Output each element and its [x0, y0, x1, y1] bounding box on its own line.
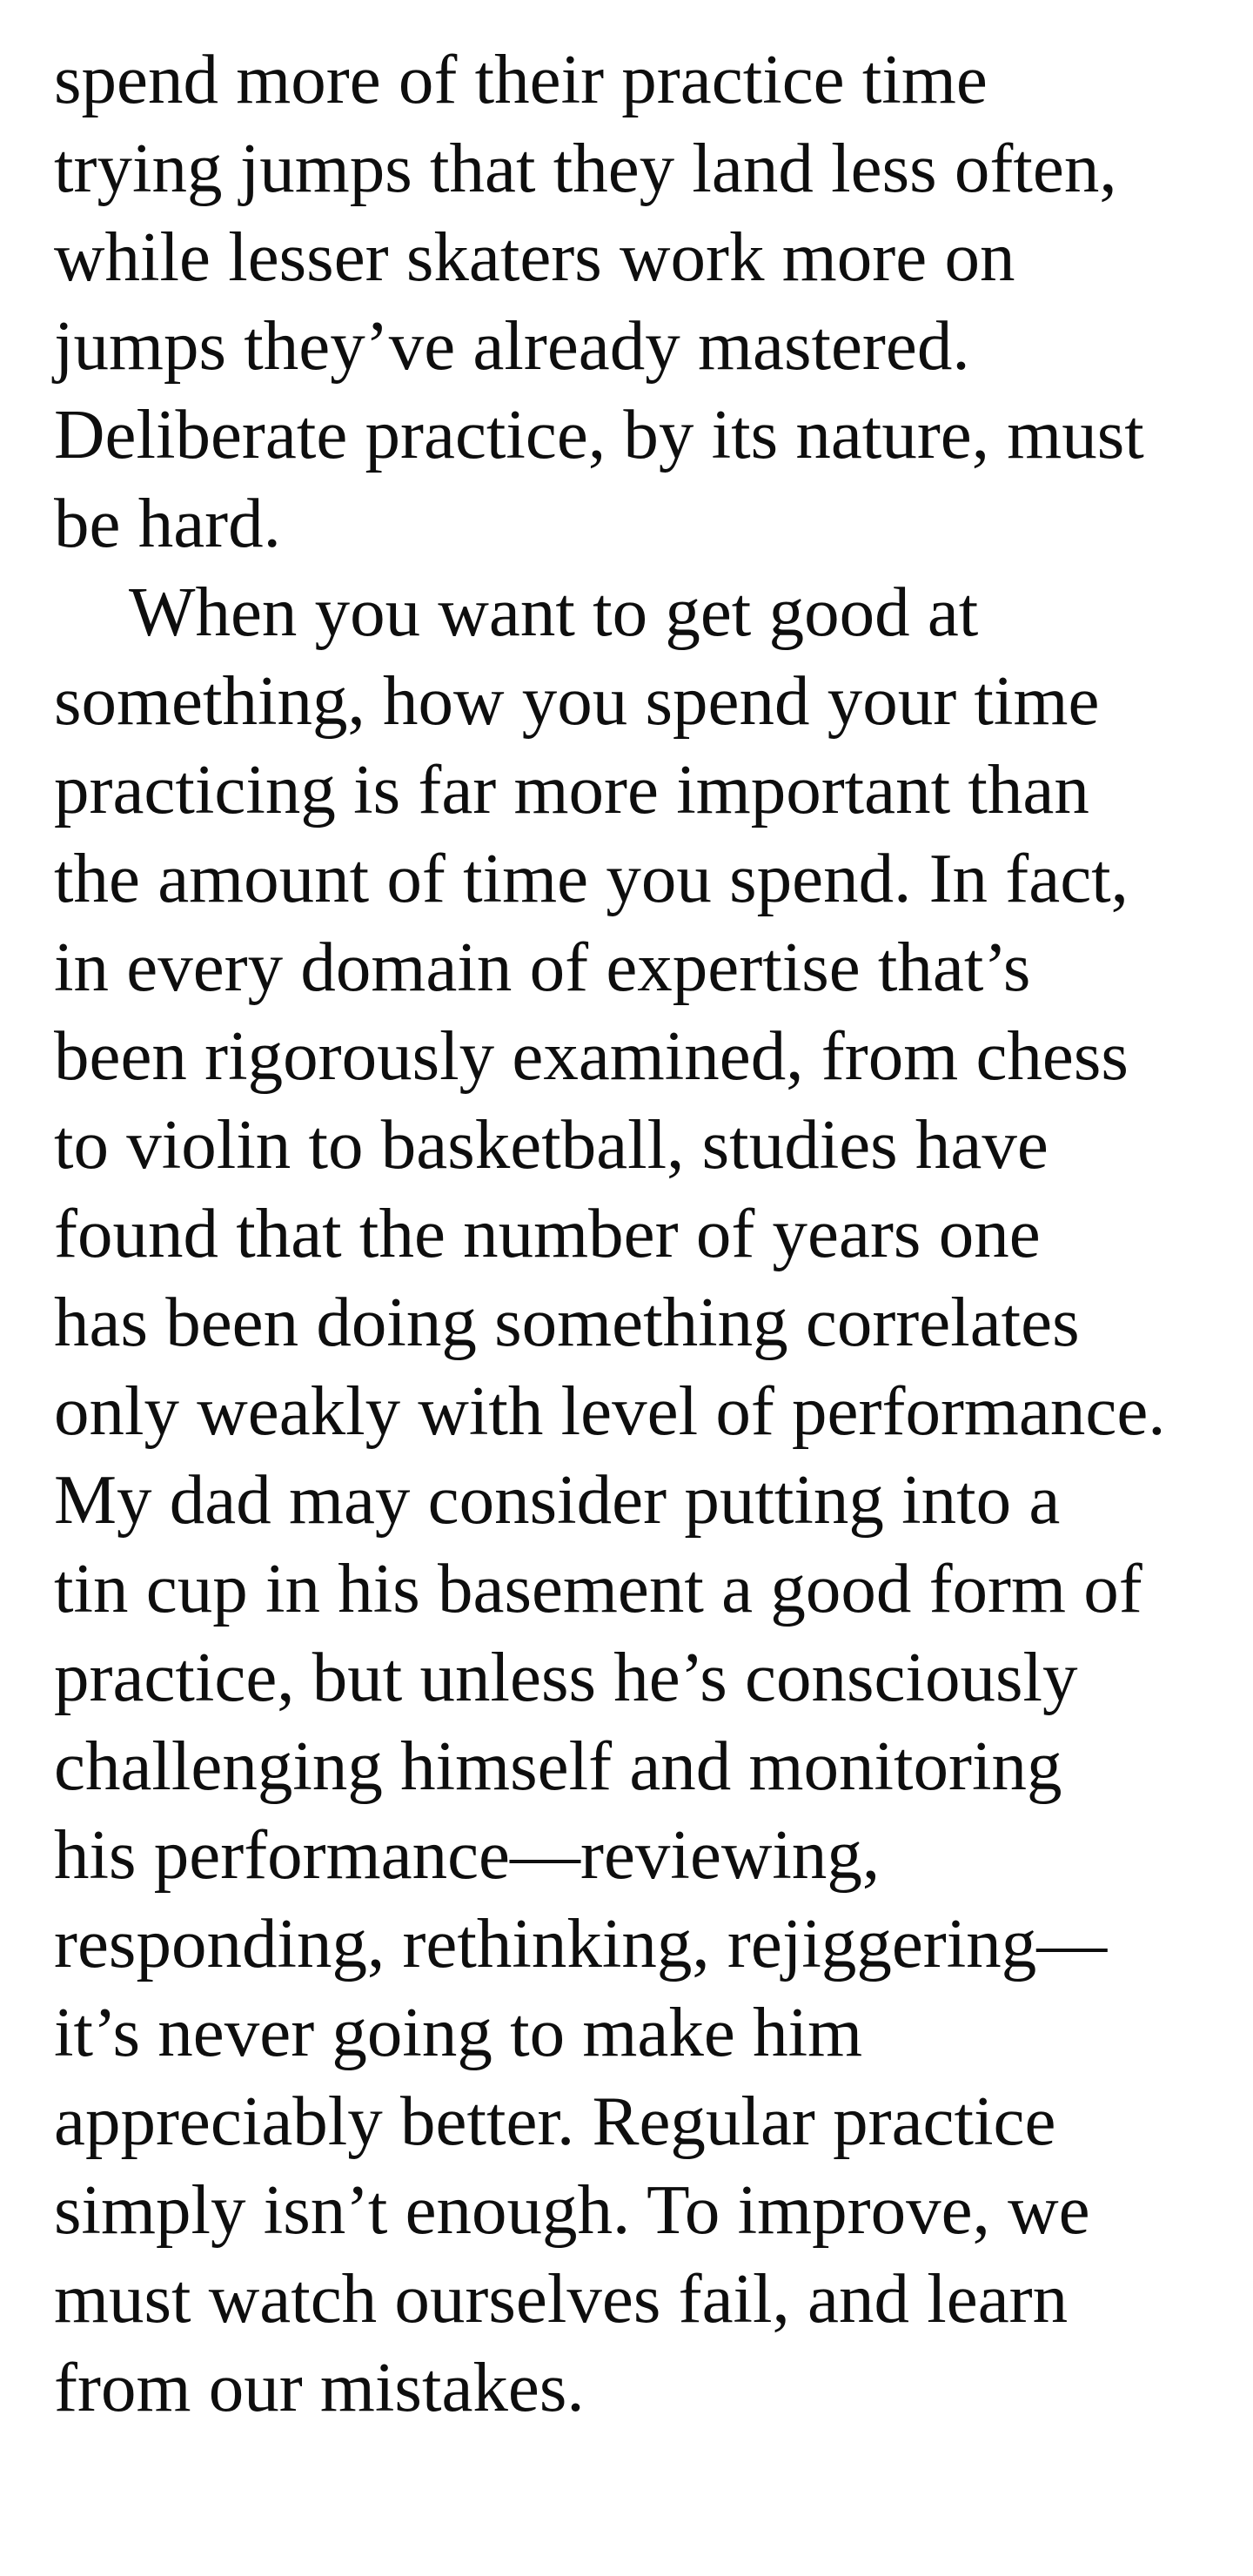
text-line: practicing is far more important than — [54, 750, 1089, 828]
text-line: simply isn’t enough. To improve, we — [54, 2170, 1090, 2249]
book-text-body — [54, 35, 1253, 2432]
text-line: in every domain of expertise that’s — [54, 928, 1031, 1006]
text-line: responding, rethinking, rejiggering— — [54, 1904, 1108, 1982]
text-line: from our mistakes. — [54, 2348, 585, 2426]
paragraph — [54, 567, 1253, 2432]
text-line: has been doing something correlates — [54, 1283, 1080, 1361]
text-line: must watch ourselves fail, and learn — [54, 2259, 1069, 2338]
text-line: it’s never going to make him — [54, 1993, 863, 2071]
text-line: Deliberate practice, by its nature, must — [54, 395, 1144, 473]
text-line: been rigorously examined, from chess — [54, 1016, 1129, 1095]
text-line: My dad may consider putting into a — [54, 1460, 1061, 1539]
text-line: only weakly with level of performance. — [54, 1372, 1166, 1450]
paragraph-continuation — [54, 35, 1253, 567]
text-line: When you want to get good at — [129, 573, 979, 651]
text-line: be hard. — [54, 484, 281, 562]
text-line: while lesser skaters work more on — [54, 218, 1015, 296]
text-line: to violin to basketball, studies have — [54, 1105, 1049, 1184]
text-line: the amount of time you spend. In fact, — [54, 839, 1129, 917]
text-line: practice, but unless he’s consciously — [54, 1638, 1078, 1716]
text-line: trying jumps that they land less often, — [54, 129, 1117, 207]
text-line: jumps they’ve already mastered. — [54, 306, 970, 385]
text-line: spend more of their practice time — [54, 40, 988, 118]
text-line: found that the number of years one — [54, 1194, 1041, 1272]
text-line: challenging himself and monitoring — [54, 1727, 1062, 1805]
text-line: something, how you spend your time — [54, 661, 1100, 740]
text-line: appreciably better. Regular practice — [54, 2082, 1056, 2160]
text-line: tin cup in his basement a good form of — [54, 1549, 1142, 1627]
text-line: his performance—reviewing, — [54, 1815, 881, 1894]
